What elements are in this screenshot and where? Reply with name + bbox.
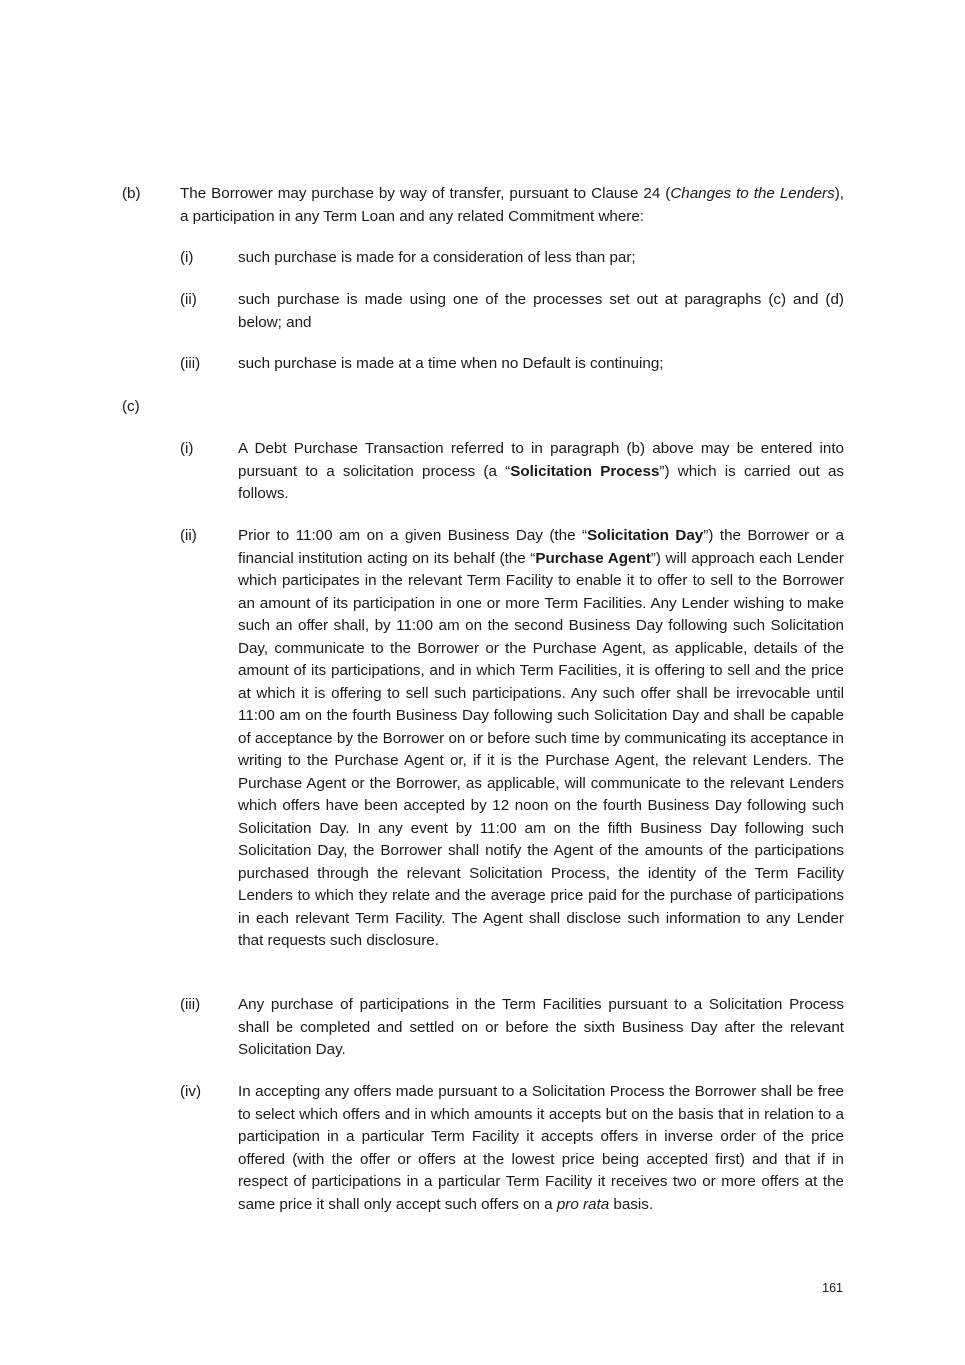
item-text-2: ”) which is carried out as follows. bbox=[238, 462, 845, 502]
item-text bbox=[238, 525, 844, 953]
paragraph-b-text-1: The Borrower may purchase by way of transfer, pursuant to Clause 24 ( bbox=[180, 185, 671, 202]
paragraph-b bbox=[122, 183, 844, 228]
paragraph-c-item-iii bbox=[180, 994, 844, 1062]
latin-term: pro rata bbox=[556, 1195, 610, 1213]
paragraph-b-item-iii bbox=[180, 353, 844, 376]
item-text-1: A Debt Purchase Transaction referred to in paragraph (b) above may be entered into pursuant to a solicitation process (a “ bbox=[238, 440, 844, 480]
defined-term: Solicitation Process bbox=[510, 462, 660, 480]
paragraph-c-item-iv bbox=[180, 1081, 844, 1216]
page-number: 161 bbox=[822, 1281, 843, 1295]
item-label: (iv) bbox=[180, 1083, 202, 1100]
defined-term: Solicitation Day bbox=[587, 527, 704, 544]
item-text bbox=[238, 438, 844, 506]
item-text-3: ”) will approach each Lender which participates in the relevant Term Facility to enable it to offer to sell to the Borrower an amount of its participation in one or more Term Facilities. Any Lender wishing to make such an offer shall, by 11:00 am on the second Business Day following such Solicitation Day, communicate to the Borrower or the Purchase Agent, as applicable, details of the amount of its participations, and in which Term Facilities, it is offering to sell and the price at which it is offering to sell such participations. Any such offer shall be irrevocable until 11:00 am on the fourth Business Day following such Solicitation Day and shall be capable of acceptance by the Borrower on or before such time by communicating its acceptance in writing to the Purchase Agent or, if it is the Purchase Agent, the relevant Lenders. The Purchase Agent or the Borrower, as applicable, will communicate to the relevant Lenders which offers have been accepted by 12 noon on the fourth Business Day following such Solicitation Day. In any event by 11:00 am on the fifth Business Day following such Solicitation Day, the Borrower shall notify the Agent of the amounts of the participations purchased through the relevant Solicitation Process, the identity of the Term Facility Lenders to which they relate and the average price paid for the purchase of participations in each relevant Term Facility. The Agent shall disclose such information to any Lender that requests such disclosure. bbox=[238, 549, 844, 949]
item-text: such purchase is made for a consideration of less than par; bbox=[238, 249, 636, 266]
paragraph-c-item-ii bbox=[180, 525, 844, 953]
paragraph-b-label: (b) bbox=[122, 185, 141, 202]
item-text: such purchase is made using one of the processes set out at paragraphs (c) and (d) below; and bbox=[238, 291, 844, 331]
item-label: (ii) bbox=[180, 291, 197, 308]
paragraph-b-item-ii bbox=[180, 289, 844, 334]
item-text-2: ”) the Borrower or a financial institution acting on its behalf (the “ bbox=[238, 527, 844, 567]
defined-term: Purchase Agent bbox=[535, 549, 651, 567]
paragraph-c-label: (c) bbox=[122, 398, 140, 415]
clause-reference-title: Changes to the Lenders bbox=[670, 185, 835, 202]
item-text bbox=[238, 1081, 844, 1216]
item-label: (ii) bbox=[180, 527, 197, 544]
item-text: such purchase is made at a time when no Default is continuing; bbox=[238, 355, 664, 372]
item-text: Any purchase of participations in the Term Facilities pursuant to a Solicitation Process shall be completed and settled on or before the sixth Business Day after the relevant Solicitation Day. bbox=[238, 996, 844, 1058]
item-text-1: Prior to 11:00 am on a given Business Day (the “ bbox=[238, 527, 588, 544]
item-text-2: basis. bbox=[609, 1195, 654, 1213]
item-label: (iii) bbox=[180, 996, 201, 1013]
item-label: (iii) bbox=[180, 355, 201, 372]
item-label: (i) bbox=[180, 249, 194, 266]
paragraph-b-text-2: ), a participation in any Term Loan and any related Commitment where: bbox=[180, 185, 844, 225]
item-label: (i) bbox=[180, 440, 194, 457]
paragraph-c-item-i bbox=[180, 438, 844, 506]
paragraph-b-item-i bbox=[180, 247, 844, 270]
paragraph-b-text bbox=[180, 183, 844, 228]
item-text-1: In accepting any offers made pursuant to a Solicitation Process the Borrower shall be free to select which offers and in which amounts it accepts but on the basis that in relation to a participation in a particular Term Facility it accepts offers in inverse order of the price offered (with the offer or offers at the lowest price being accepted first) and that if in respect of participations in a particular Term Facility it receives two or more offers at the same price it shall only accept such offers on a bbox=[238, 1083, 844, 1213]
